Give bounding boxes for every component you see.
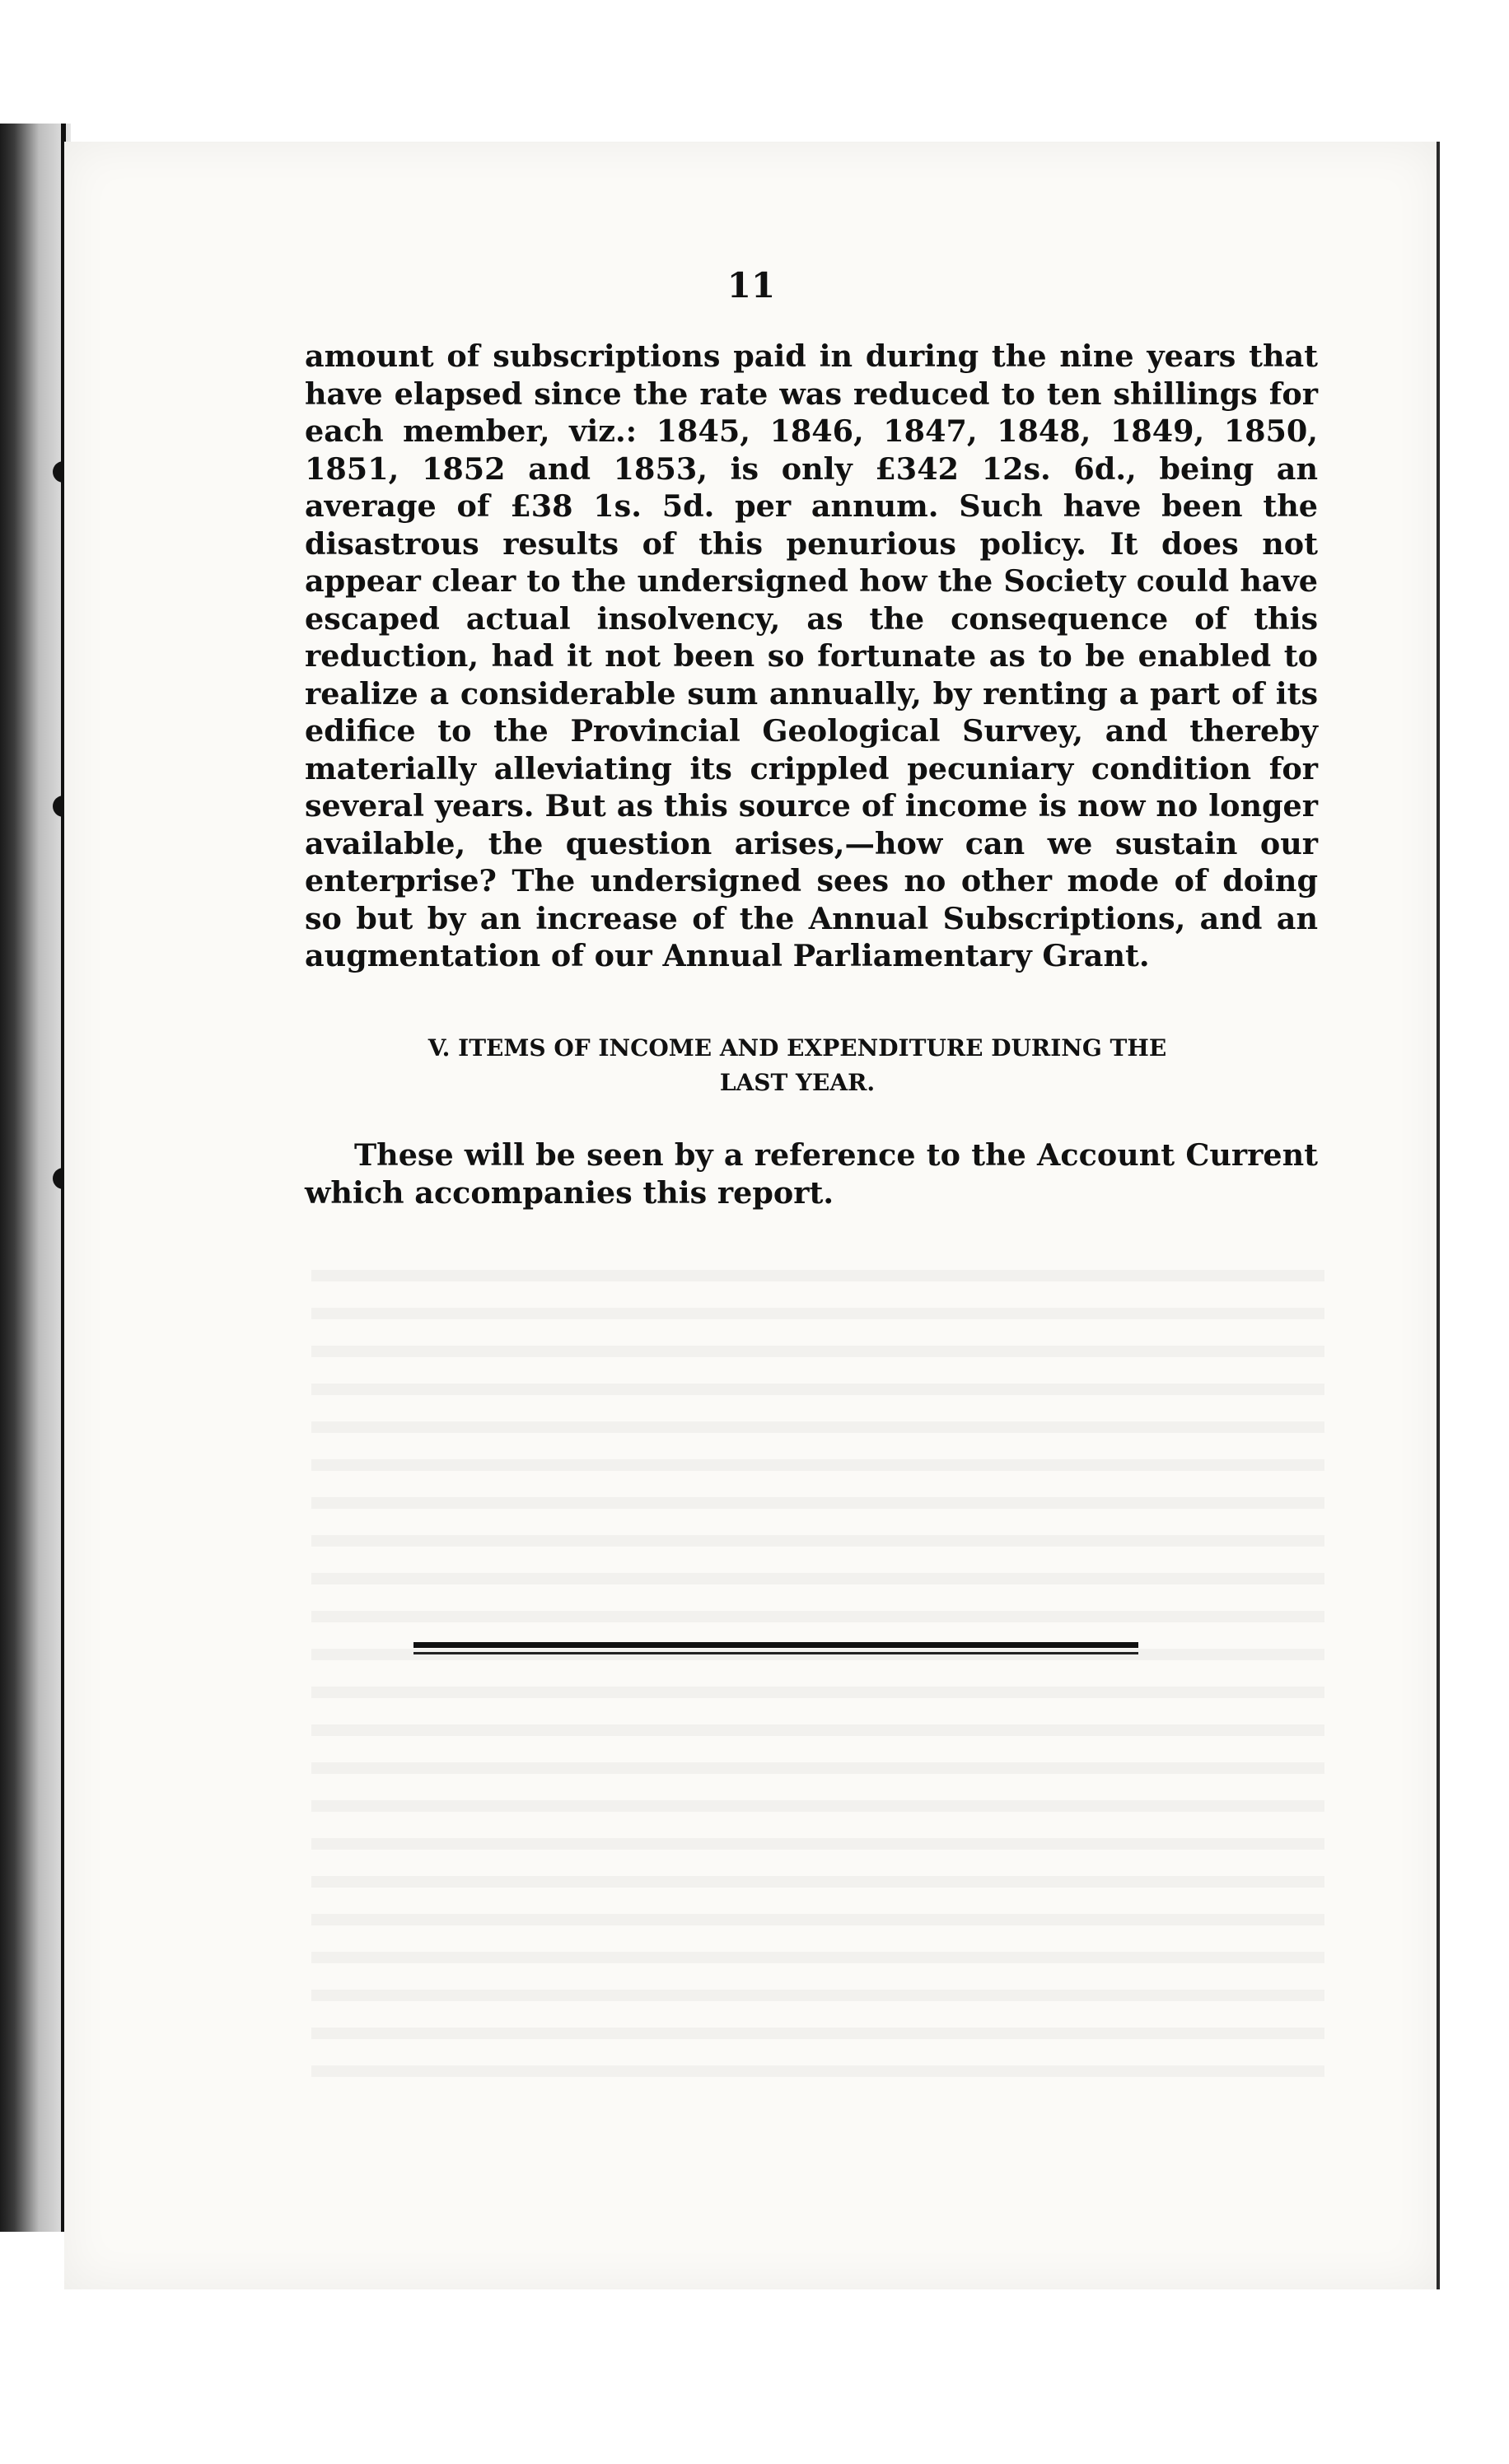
page-number: 11 bbox=[726, 265, 776, 306]
section-heading-line: V. ITEMS OF INCOME AND EXPENDITURE DURING THE bbox=[427, 1034, 1167, 1062]
printed-page bbox=[64, 142, 1438, 2289]
body-paragraph: amount of subscriptions paid in during the nine years that have elapsed since the rate was reduced to ten shillings for each member, viz.: 1845, 1846, 1847, 1848, 1849, 1850, 1851, 1852 and 1853, is only £342 12s. 6d., being an average of £38 1s. 5d. per annum. Such have been the disastrous results of this penurious policy. It does not appear clear to the undersigned how the Society could have escaped actual insolvency, as the consequence of this reduction, had it not been so fortunate as to be enabled to realize a considerable sum annually, by renting a part of its edifice to the Provincial Geological Survey, and thereby materially alleviating its crippled pecuniary condition for several years. But as this source of income is now no longer available, the question arises,—how can we sustain our enterprise? The undersigned sees no other mode of doing so but by an increase of the Annual Subscriptions, and an augmentation of our Annual Parliamentary Grant. bbox=[305, 338, 1318, 973]
section-heading bbox=[311, 1031, 1283, 1100]
reverse-side-bleed-through bbox=[311, 1270, 1324, 2093]
section-paragraph: These will be seen by a reference to the Account Current which accompanies this report. bbox=[305, 1137, 1318, 1211]
end-rule-thick bbox=[413, 1642, 1138, 1648]
end-rule-thin bbox=[413, 1652, 1138, 1654]
section-heading-line: LAST YEAR. bbox=[719, 1069, 876, 1096]
page-right-edge bbox=[1437, 142, 1440, 2289]
